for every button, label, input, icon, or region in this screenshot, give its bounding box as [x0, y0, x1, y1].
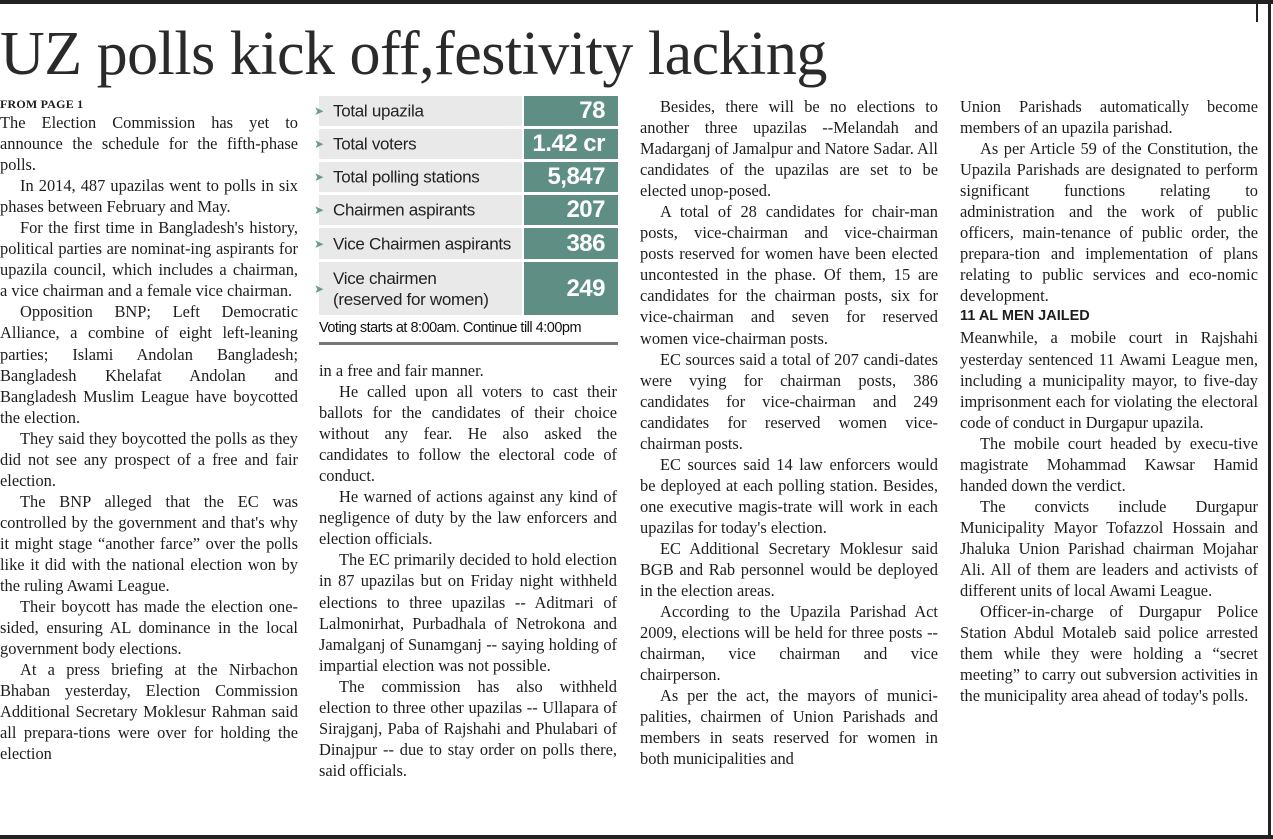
corner-tick [1256, 0, 1258, 22]
paragraph: According to the Upazila Parishad Act 2009, elections will be held for three posts -- chairman, vice chairman and vice chairperson. [640, 602, 938, 685]
page-top-rule [0, 0, 1273, 4]
subheading: 11 AL MEN JAILED [960, 308, 1090, 325]
article-column-4 [960, 96, 1258, 832]
paragraph: Officer-in-charge of Durgapur Police Station Abdul Motaleb said police arrested them while they were holding a “secret meeting” to carry out subversion activities in the municipality area ahead of today's polls. [960, 602, 1258, 706]
paragraph: In 2014, 487 upazilas went to polls in six phases between February and May. [0, 176, 298, 217]
paragraph: As per Article 59 of the Constitution, the Upazila Parishads are designated to perform significant functions relating to administration and the work of public officers, main-tenance of public order, the prepara-tion and implementation of plans relating to public services and eco-nomic development. [960, 139, 1258, 306]
arrow-bullet-icon: ➤ [314, 137, 324, 151]
paragraph: They said they boycotted the polls as they did not see any prospect of a free and fair election. [0, 428, 298, 490]
paragraph: At a press briefing at the Nirbachon Bhaban yesterday, Election Commission Additional Secretary Moklesur Rahman said all prepara-tions were over for holding the election [0, 660, 298, 764]
paragraph: The Election Commission has yet to announce the schedule for the fifth-phase polls. [0, 113, 298, 175]
stat-value: 386 [566, 229, 605, 257]
paragraph: Besides, there will be no elections to another three upazilas --Melandah and Madarganj of Jamalpur and Natore Sadar. All candidates of the upazilas are set to be elected unop-posed. [640, 97, 938, 201]
paragraph: He warned of actions against any kind of negligence of duty by the law enforcers and election officials. [319, 487, 617, 549]
paragraph: A total of 28 candidates for chair-man posts, vice-chairman and vice-chairman posts reserved for women have been elected uncontested in the phase. Of them, 15 are candidates for the chairman posts, six for vice-chairman and seven for reserved women vice-chairman posts. [640, 202, 938, 348]
stat-value: 207 [566, 196, 605, 223]
stat-value: 249 [566, 274, 605, 302]
jump-line: FROM PAGE 1 [0, 97, 84, 111]
stat-row-polling-stations [314, 162, 618, 192]
stat-value: 1.42 cr [532, 130, 605, 157]
article-column-1 [0, 96, 298, 832]
paragraph: For the first time in Bangladesh's history, political parties are nominat-ing aspirants for upazila council, which includes a chairman, a vice chairman and a female vice chairman. [0, 218, 298, 301]
stat-value: 78 [579, 97, 605, 124]
paragraph: EC Additional Secretary Moklesur said BGB and Rab personnel would be deployed in the election areas. [640, 538, 938, 601]
paragraph: As per the act, the mayors of munici-palities, chairmen of Union Parishads and members in seats reserved for women in both municipalities and [640, 686, 938, 769]
article-column-2 [319, 360, 617, 832]
paragraph: The BNP alleged that the EC was controlled by the government and that's why it might stage “another farce” over the polls like it did with the national election won by the ruling Awami League. [0, 491, 298, 596]
stat-row-chairmen-aspirants [314, 195, 618, 225]
paragraph: Union Parishads automatically become members of an upazila parishad. [960, 97, 1258, 138]
paragraph: The mobile court headed by execu-tive magistrate Mohammad Kawsar Hamid handed down the verdict. [960, 433, 1258, 495]
stat-label: Chairmen aspirants [333, 200, 475, 220]
voting-time-note: Voting starts at 8:00am. Continue till 4:00pm [319, 320, 582, 336]
arrow-bullet-icon: ➤ [314, 236, 324, 251]
stat-row-vice-chairmen-women [314, 262, 618, 315]
stat-label: Total voters [333, 134, 417, 154]
infobox-bottom-rule [319, 342, 618, 345]
paragraph: The commission has also withheld election to three other upazilas -- Ullapara of Sirajganj, Paba of Rajshahi and Phulabari of Dinajpur -- due to stay order on polls there, said officials. [319, 676, 617, 780]
election-stats-box [314, 96, 618, 346]
arrow-bullet-icon: ➤ [314, 170, 324, 184]
stat-row-total-voters [314, 129, 618, 159]
paragraph: in a free and fair manner. [319, 361, 484, 380]
stat-label: Total upazila [333, 101, 424, 121]
stat-label: Vice Chairmen aspirants [333, 234, 511, 253]
paragraph: Their boycott has made the election one-sided, ensuring AL dominance in the local government body elections. [0, 597, 298, 659]
stat-row-vice-chairmen-aspirants [314, 228, 618, 259]
headline: UZ polls kick off,festivity lacking [0, 20, 827, 88]
arrow-bullet-icon: ➤ [314, 281, 324, 296]
paragraph: He called upon all voters to cast their ballots for the candidates of their choice without any fear. He also asked the candidates to follow the electoral code of conduct. [319, 382, 617, 486]
paragraph: EC sources said 14 law enforcers would be deployed at each polling station. Besides, one executive magis-trate will work in each upazilas for today's election. [640, 454, 938, 537]
page-bottom-rule [0, 835, 1273, 839]
stat-label: Vice chairmen (reserved for women) [333, 268, 489, 309]
paragraph: Meanwhile, a mobile court in Rajshahi yesterday sentenced 11 Awami League men, including a municipality mayor, to five-day imprisonment each for violating the electoral code of conduct in Durgapur upazila. [960, 328, 1258, 432]
paragraph: EC sources said a total of 207 candi-dates were vying for chairman posts, 386 candidates for vice-chairman and 249 candidates for reserved women vice-chairman posts. [640, 349, 938, 453]
paragraph: The EC primarily decided to hold election in 87 upazilas but on Friday night withheld elections to three upazilas -- Aditmari of Lalmonirhat, Purbadhala of Netrokona and Jamalganj of Sunamganj -- saying holding of impartial election was not possible. [319, 550, 617, 675]
stat-value: 5,847 [547, 163, 605, 190]
arrow-bullet-icon: ➤ [314, 203, 324, 217]
stat-label: Total polling stations [333, 167, 480, 187]
arrow-bullet-icon: ➤ [314, 104, 324, 118]
page-right-rule [1268, 0, 1271, 839]
stat-row-total-upazila [314, 96, 618, 126]
article-column-3 [640, 96, 938, 832]
paragraph: Opposition BNP; Left Democratic Alliance, a combine of eight left-leaning parties; Islami Andolan Bangladesh; Bangladesh Khelafat Andolan and Bangladesh Muslim League have boycotted the election. [0, 302, 298, 427]
paragraph: The convicts include Durgapur Municipality Mayor Tofazzol Hossain and Jhaluka Union Parishad chairman Mojahar Ali. All of them are leaders and activists of different units of local Awami League. [960, 496, 1258, 601]
